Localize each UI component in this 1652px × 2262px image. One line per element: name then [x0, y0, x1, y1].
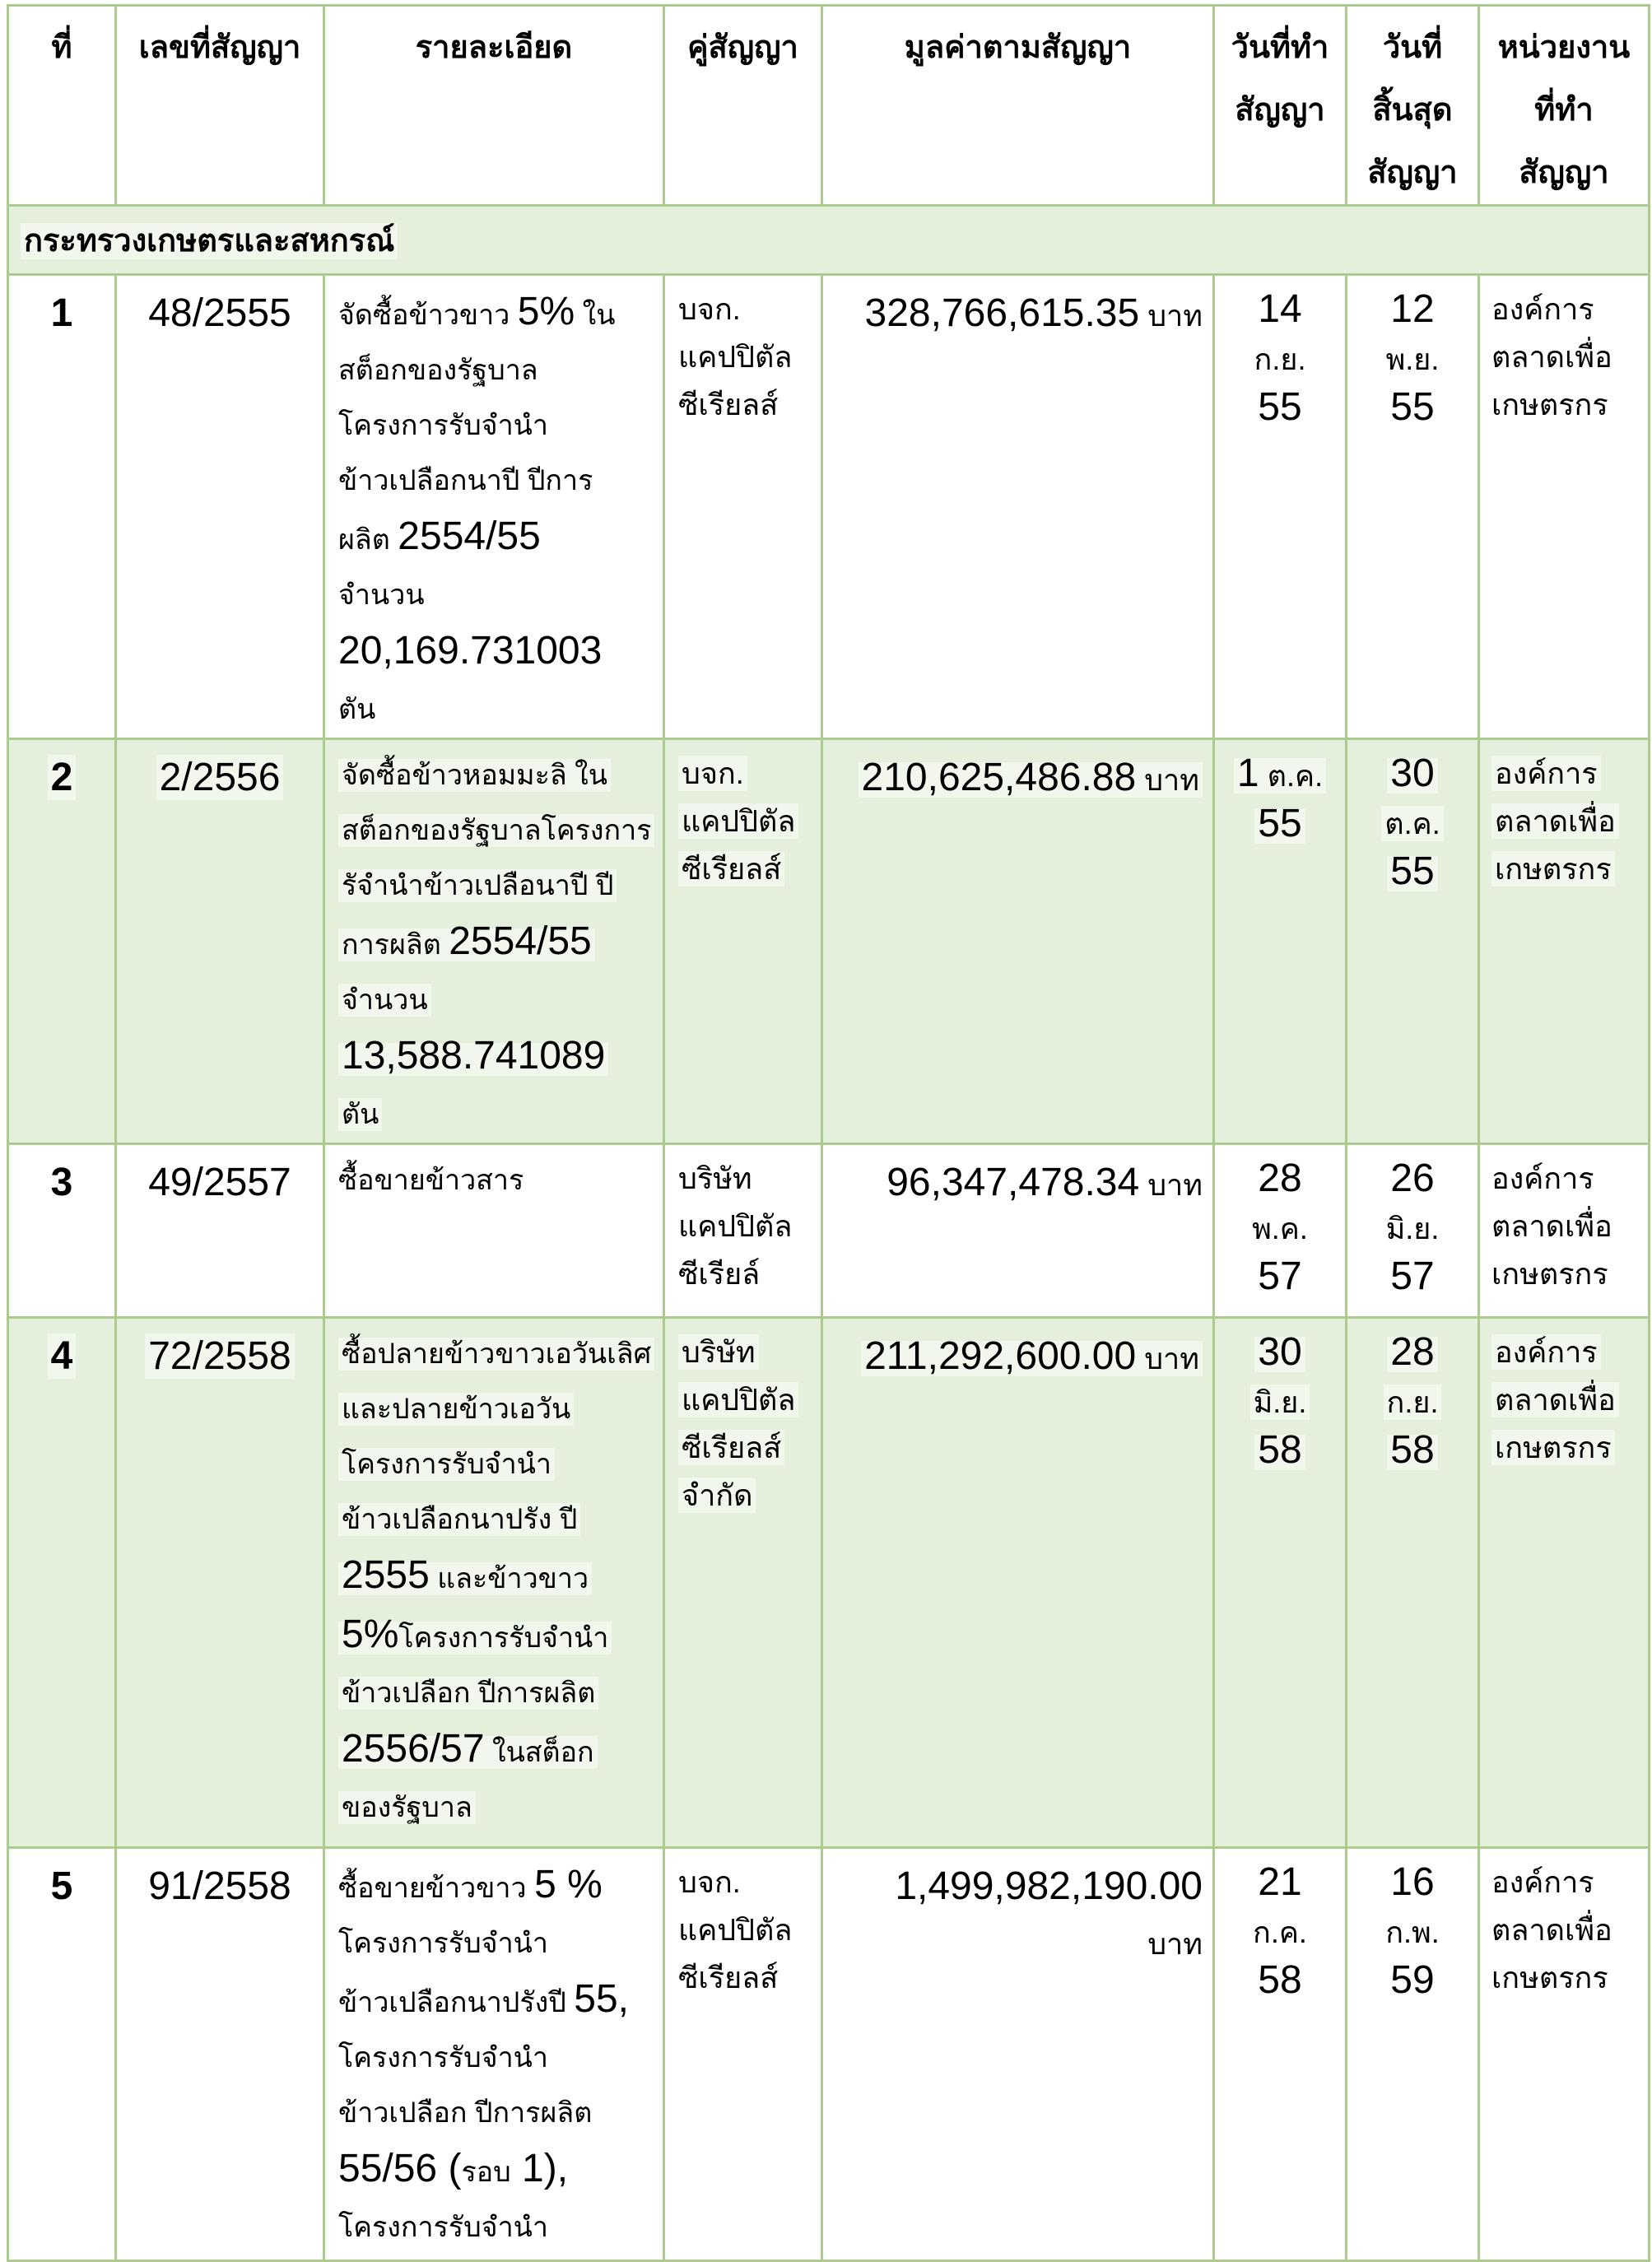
- section-title: กระทรวงเกษตรและสหกรณ์: [21, 223, 398, 259]
- contract-no-cell: 49/2557: [116, 1144, 324, 1318]
- contract-no-cell: 48/2555: [116, 275, 324, 739]
- col-header-no: ที่: [8, 6, 116, 206]
- date-signed-cell: 28 พ.ค. 57: [1214, 1144, 1347, 1318]
- date-end-cell: 28 ก.ย. 58: [1347, 1318, 1479, 1848]
- table-row: [8, 1848, 1650, 2261]
- contract-no-cell: 91/2558: [116, 1848, 324, 2261]
- agency-cell: องค์การ ตลาดเพื่อ เกษตรกร: [1479, 739, 1650, 1144]
- contract-no-cell: 72/2558: [116, 1318, 324, 1848]
- table-row: [8, 1318, 1650, 1848]
- value-cell: 211,292,600.00 บาท: [822, 1318, 1214, 1848]
- col-header-date-signed: วันที่ทำ สัญญา: [1214, 6, 1347, 206]
- col-header-detail: รายละเอียด: [324, 6, 664, 206]
- row-no-cell: 2: [8, 739, 116, 1144]
- col-header-value: มูลค่าตามสัญญา: [822, 6, 1214, 206]
- value-cell: 328,766,615.35 บาท: [822, 275, 1214, 739]
- value-cell: 210,625,486.88 บาท: [822, 739, 1214, 1144]
- detail-cell: จัดซื้อข้าวขาว 5% ใน สต็อกของรัฐบาล โครงการรับจำนำ ข้าวเปลือกนาปี ปีการ ผลิต 2554/55 จำนวน 20,169.731003 ตัน: [324, 275, 664, 739]
- party-cell: บจก. แคปปิตัล ซีเรียลส์: [664, 739, 822, 1144]
- agency-cell: องค์การ ตลาดเพื่อ เกษตรกร: [1479, 275, 1650, 739]
- table-row: [8, 1144, 1650, 1318]
- date-end-cell: 12 พ.ย. 55: [1347, 275, 1479, 739]
- contract-no-cell: 2/2556: [116, 739, 324, 1144]
- value-cell: 1,499,982,190.00 บาท: [822, 1848, 1214, 2261]
- agency-cell: องค์การ ตลาดเพื่อ เกษตรกร: [1479, 1144, 1650, 1318]
- detail-cell: จัดซื้อข้าวหอมมะลิ ใน สต็อกของรัฐบาลโครงการ รัจำนำข้าวเปลือนาปี ปี การผลิต 2554/55 จำนวน 13,588.741089 ตัน: [324, 739, 664, 1144]
- date-signed-cell: 21 ก.ค. 58: [1214, 1848, 1347, 2261]
- date-signed-cell: 14 ก.ย. 55: [1214, 275, 1347, 739]
- date-signed-cell: 30 มิ.ย. 58: [1214, 1318, 1347, 1848]
- row-no-cell: 5: [8, 1848, 116, 2261]
- party-cell: บจก. แคปปิตัล ซีเรียลส์: [664, 1848, 822, 2261]
- row-no-cell: 1: [8, 275, 116, 739]
- section-cell: [8, 206, 1650, 275]
- party-cell: บริษัท แคปปิตัล ซีเรียล์: [664, 1144, 822, 1318]
- table-row: [8, 739, 1650, 1144]
- col-header-agency: หน่วยงาน ที่ทำ สัญญา: [1479, 6, 1650, 206]
- row-no-cell: 3: [8, 1144, 116, 1318]
- section-row: [8, 206, 1650, 275]
- date-signed-cell: 1 ต.ค. 55: [1214, 739, 1347, 1144]
- table-row: [8, 275, 1650, 739]
- agency-cell: องค์การ ตลาดเพื่อ เกษตรกร: [1479, 1318, 1650, 1848]
- date-end-cell: 16 ก.พ. 59: [1347, 1848, 1479, 2261]
- detail-cell: ซื้อขายข้าวขาว 5 % โครงการรับจำนำ ข้าวเปลือกนาปรังปี 55, โครงการรับจำนำ ข้าวเปลือก ปีการผลิต 55/56 (รอบ 1), โครงการรับจำนำ: [324, 1848, 664, 2261]
- agency-cell: องค์การ ตลาดเพื่อ เกษตรกร: [1479, 1848, 1650, 2261]
- contracts-table: [7, 4, 1650, 2262]
- header-row: [8, 6, 1650, 206]
- date-end-cell: 26 มิ.ย. 57: [1347, 1144, 1479, 1318]
- row-no-cell: 4: [8, 1318, 116, 1848]
- col-header-contract-no: เลขที่สัญญา: [116, 6, 324, 206]
- col-header-party: คู่สัญญา: [664, 6, 822, 206]
- col-header-date-end: วันที่ สิ้นสุด สัญญา: [1347, 6, 1479, 206]
- party-cell: บจก. แคปปิตัล ซีเรียลส์: [664, 275, 822, 739]
- party-cell: บริษัท แคปปิตัล ซีเรียลส์ จำกัด: [664, 1318, 822, 1848]
- date-end-cell: 30 ต.ค. 55: [1347, 739, 1479, 1144]
- detail-cell: ซื้อปลายข้าวขาวเอวันเลิศ และปลายข้าวเอวัน โครงการรับจำนำ ข้าวเปลือกนาปรัง ปี 2555 และข้าวขาว 5%โครงการรับจำนำ ข้าวเปลือก ปีการผลิต 2556/57 ในสต็อก ของรัฐบาล: [324, 1318, 664, 1848]
- value-cell: 96,347,478.34 บาท: [822, 1144, 1214, 1318]
- detail-cell: ซื้อขายข้าวสาร: [324, 1144, 664, 1318]
